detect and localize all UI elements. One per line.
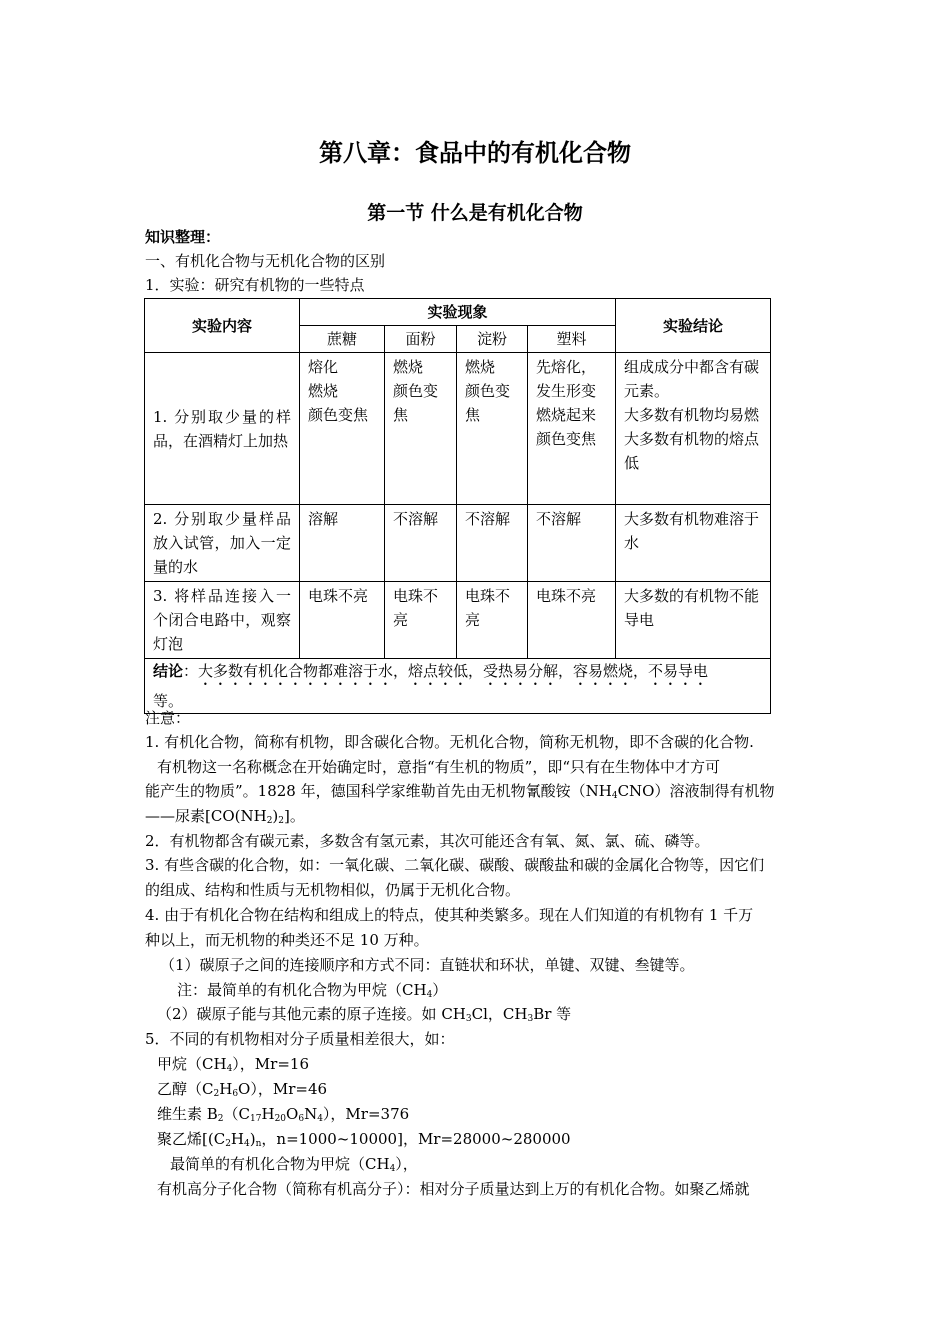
sub-header-plastic: 塑料: [528, 326, 616, 353]
sub-header-flour: 面粉: [385, 326, 457, 353]
notes-label: 注意：: [145, 709, 191, 727]
note-4b: 种以上，而无机物的种类还不足 10 万种。: [145, 931, 429, 949]
note-1a: 1. 有机化合物，简称有机物，即含碳化合物。无机化合物，简称无机物，即不含碳的化合物.: [145, 733, 754, 751]
row2-sucrose: 溶解: [300, 505, 385, 582]
note-1b: 有机物这一名称概念在开始确定时，意指“有生机的物质”，即“只有在生物体中才方可: [157, 758, 721, 776]
col-header-content: 实验内容: [145, 299, 300, 353]
col-header-phenomenon: 实验现象: [300, 299, 616, 326]
summary-cell: [145, 659, 771, 714]
row3-plastic: 电珠不亮: [528, 582, 616, 659]
note-1d: ——尿素$[CO(NH_2)_2]$。: [145, 807, 305, 826]
row3-flour: 电珠不亮: [385, 582, 457, 659]
note-1c: 能产生的物质”。1828 年，德国科学家维勒首先由无机物氰酸铵$(NH_4CNO)$溶液制得有机物: [145, 782, 775, 801]
row2-conclusion: 大多数有机物难溶于水: [616, 505, 771, 582]
note-polymer: 有机高分子化合物（简称有机高分子）：相对分子质量达到上万的有机化合物。如聚乙烯就: [157, 1180, 750, 1198]
note-3b: 的组成、结构和性质与无机物相似，仍属于无机化合物。: [145, 881, 521, 899]
summary-text-end: 等。: [153, 692, 184, 710]
note-3a: 3. 有些含碳的化合物，如：一氧化碳、二氧化碳、碳酸、碳酸盐和碳的金属化合物等，因它们: [145, 856, 765, 874]
note-4a: 4. 由于有机化合物在结构和组成上的特点，使其种类繁多。现在人们知道的有机物有 1 千万: [145, 906, 754, 924]
section-title: 第一节 什么是有机化合物: [367, 202, 583, 224]
knowledge-label: 知识整理：: [145, 228, 221, 246]
note-simplest: 最简单的有机化合物为甲烷$(CH_4)$，: [170, 1155, 418, 1174]
experiment-table: [144, 298, 771, 714]
col-header-conclusion: 实验结论: [616, 299, 771, 353]
example-ethanol: 乙醇$(C_2H_6O)$，Mr=46: [157, 1080, 328, 1099]
sub-header-starch: 淀粉: [457, 326, 528, 353]
row3-starch: 电珠不亮: [457, 582, 528, 659]
row2-starch: 不溶解: [457, 505, 528, 582]
row2-plastic: 不溶解: [528, 505, 616, 582]
note-4-1: （1）碳原子之间的连接顺序和方式不同：直链状和环状，单键、双键、叁键等。: [160, 956, 695, 974]
chapter-title: 第八章：食品中的有机化合物: [319, 139, 631, 167]
note-4-note: 注：最简单的有机化合物为甲烷$(CH_4)$: [177, 981, 448, 1000]
row2-flour: 不溶解: [385, 505, 457, 582]
example-vitamin-b2: 维生素 $B_2(C_{17}H_{20}O_6N_4)$，Mr=376: [157, 1105, 410, 1124]
row1-sucrose: 熔化 燃烧 颜色变焦: [300, 353, 385, 505]
summary-row: [145, 659, 771, 714]
table-row: [145, 582, 771, 659]
row3-content: 3. 将样品连接入一个闭合电路中，观察灯泡: [145, 582, 300, 659]
table-row: [145, 505, 771, 582]
row3-sucrose: 电珠不亮: [300, 582, 385, 659]
note-5: 5．不同的有机物相对分子质量相差很大，如：: [145, 1030, 455, 1048]
row1-conclusion: 组成成分中都含有碳元素。 大多数有机物均易燃 大多数有机物的熔点低: [616, 353, 771, 505]
summary-label: 结论: [153, 662, 184, 680]
heading-2: 1．实验：研究有机物的一些特点: [145, 276, 365, 294]
row1-flour: 燃烧 颜色变焦: [385, 353, 457, 505]
note-2: 2．有机物都含有碳元素，多数含有氢元素，其次可能还含有氧、氮、氯、硫、磷等。: [145, 832, 710, 850]
sub-header-sucrose: 蔗糖: [300, 326, 385, 353]
row1-plastic: 先熔化，发生形变燃烧起来颜色变焦: [528, 353, 616, 505]
row1-starch: 燃烧 颜色变焦: [457, 353, 528, 505]
example-methane: 甲烷$(CH_4)$，Mr=16: [157, 1055, 309, 1074]
row2-content: 2. 分别取少量样品放入试管，加入一定量的水: [145, 505, 300, 582]
row1-content: 1. 分别取少量的样品，在酒精灯上加热: [145, 353, 300, 505]
heading-1: 一、有机化合物与无机化合物的区别: [145, 252, 386, 270]
note-4-2: （2）碳原子能与其他元素的原子连接。如 $CH_3Cl$，$CH_3Br$ 等: [157, 1005, 572, 1024]
example-polyethylene: 聚乙烯[$(C_2H_4)_n$，n=1000~10000]，Mr=28000~280000: [157, 1130, 571, 1149]
row3-conclusion: 大多数的有机物不能导电: [616, 582, 771, 659]
table-header-row: [145, 299, 771, 326]
table-row: [145, 353, 771, 505]
summary-text: ：大多数有机化合物都难溶于水，熔点较低，受热易分解，容易燃烧，不易导电: [183, 662, 709, 680]
